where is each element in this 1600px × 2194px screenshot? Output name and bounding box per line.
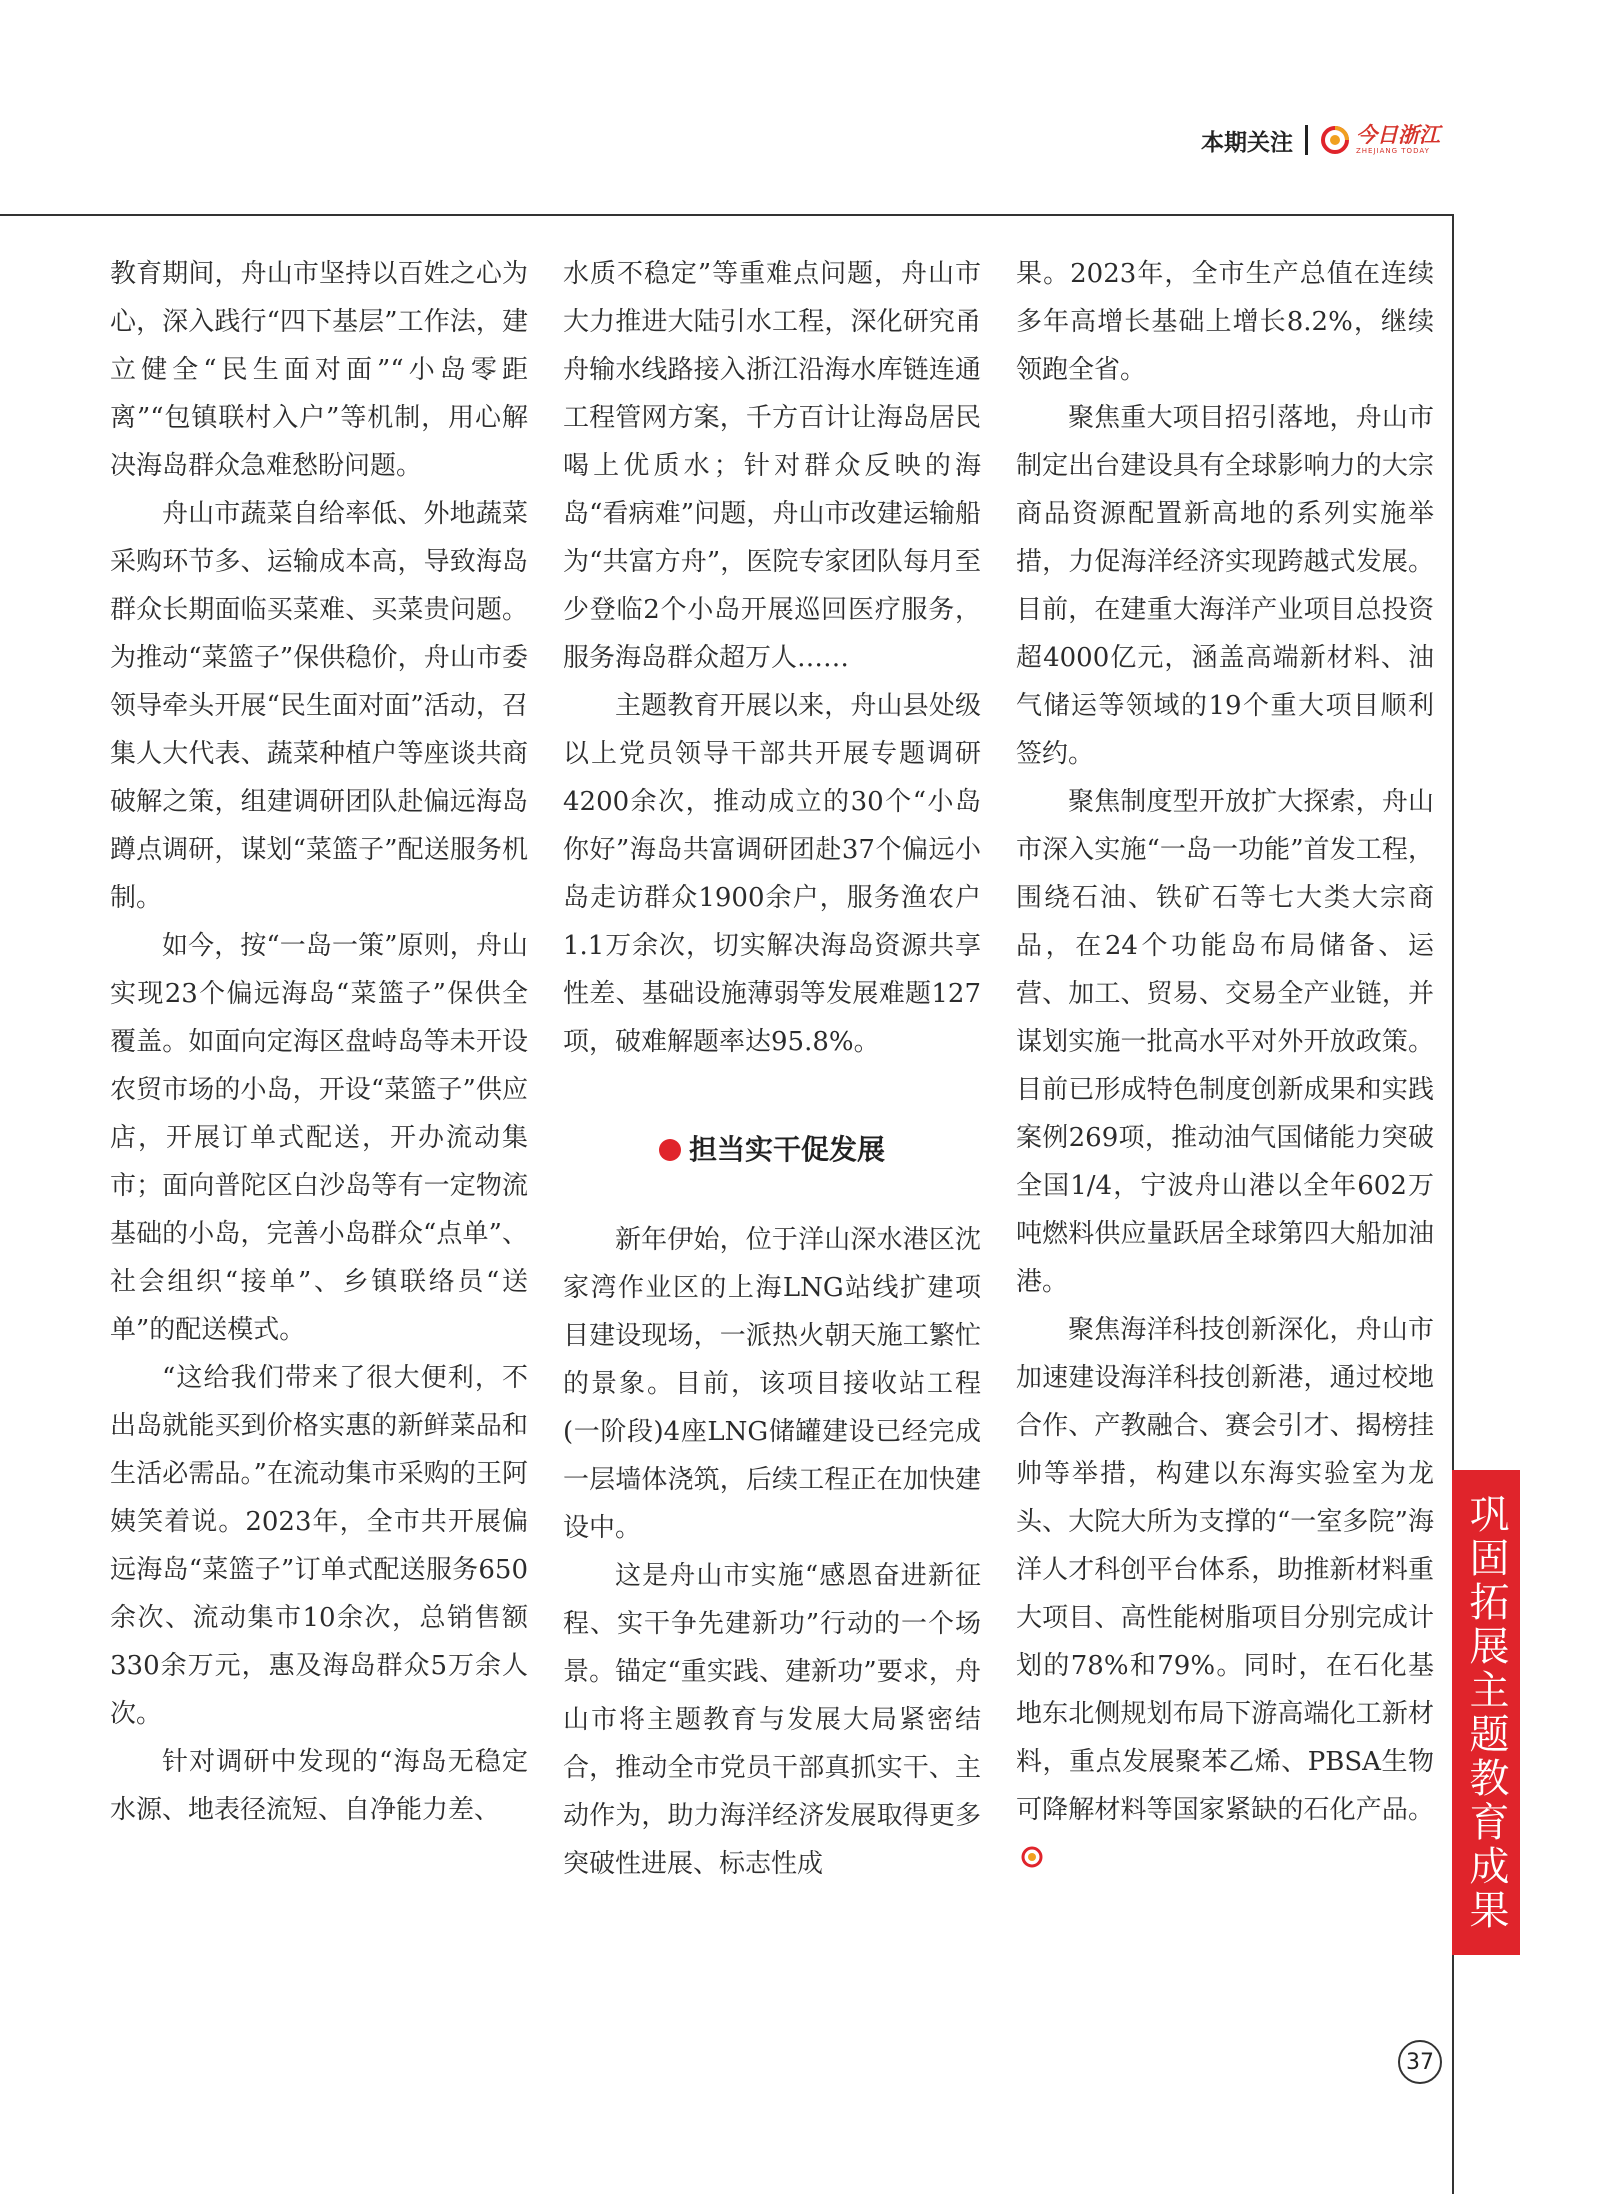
side-tab-text: 巩固拓展主题教育成果 [1463,1492,1509,1933]
logo-name-en: ZHEJIANG TODAY [1356,147,1430,155]
paragraph: 新年伊始，位于洋山深水港区沈家湾作业区的上海LNG站线扩建项目建设现场，一派热火朝天施工繁忙的景象。目前，该项目接收站工程(一阶段)4座LNG储罐建设已经完成一层墙体浇筑，后续工程正在加快建设中。 [563,1225,981,1543]
page-header [1201,118,1440,162]
page-number: 37 [1398,2040,1442,2084]
article-column-1 [110,250,528,1834]
top-rule [0,214,1452,216]
paragraph: 聚焦制度型开放扩大探索，舟山市深入实施“一岛一功能”首发工程，围绕石油、铁矿石等七大类大宗商品，在24个功能岛布局储备、运营、加工、贸易、交易全产业链，并谋划实施一批高水平对外开放政策。目前已形成特色制度创新成果和实践案例269项，推动油气国储能力突破全国1/4，宁波舟山港以全年602万吨燃料供应量跃居全球第四大船加油港。 [1016,787,1434,1297]
paragraph: “这给我们带来了很大便利，不出岛就能买到价格实惠的新鲜菜品和生活必需品。”在流动集市采购的王阿姨笑着说。2023年，全市共开展偏远海岛“菜篮子”订单式配送服务650余次、流动集市10余次，总销售额330余万元，惠及海岛群众5万余人次。 [110,1363,528,1729]
paragraph: 果。2023年，全市生产总值在连续多年高增长基础上增长8.2%，继续领跑全省。 [1016,259,1434,385]
paragraph: 针对调研中发现的“海岛无稳定水源、地表径流短、自净能力差、 [110,1747,528,1825]
red-dot-icon [659,1139,681,1161]
paragraph: 如今，按“一岛一策”原则，舟山实现23个偏远海岛“菜篮子”保供全覆盖。如面向定海区盘峙岛等未开设农贸市场的小岛，开设“菜篮子”供应店，开展订单式配送，开办流动集市；面向普陀区白沙岛等有一定物流基础的小岛，完善小岛群众“点单”、社会组织“接单”、乡镇联络员“送单”的配送模式。 [110,931,528,1345]
paragraph: 教育期间，舟山市坚持以百姓之心为心，深入践行“四下基层”工作法，建立健全“民生面对面”“小岛零距离”“包镇联村入户”等机制，用心解决海岛群众急难愁盼问题。 [110,259,528,481]
header-divider [1305,125,1308,155]
paragraph: 水质不稳定”等重难点问题，舟山市大力推进大陆引水工程，深化研究甬舟输水线路接入浙江沿海水库链连通工程管网方案，千方百计让海岛居民喝上优质水；针对群众反映的海岛“看病难”问题，舟山市改建运输船为“共富方舟”，医院专家团队每月至少登临2个小岛开展巡回医疗服务，服务海岛群众超万人…… [563,259,981,673]
paragraph-last [1016,1306,1434,1882]
subheading-text: 担当实干促发展 [688,1133,885,1166]
paragraph-text: 聚焦海洋科技创新深化，舟山市加速建设海洋科技创新港，通过校地合作、产教融合、赛会引才、揭榜挂帅等举措，构建以东海实验室为龙头、大院大所为支撑的“一室多院”海洋人才科创平台体系，助推新材料重大项目、高性能树脂项目分别完成计划的78%和79%。同时，在石化基地东北侧规划布局下游高端化工新材料，重点发展聚苯乙烯、PBSA生物可降解材料等国家紧缺的石化产品。 [1016,1315,1434,1825]
paragraph: 这是舟山市实施“感恩奋进新征程、实干争先建新功”行动的一个场景。锚定“重实践、建新功”要求，舟山市将主题教育与发展大局紧密结合，推动全市党员干部真抓实干、主动作为，助力海洋经济发展取得更多突破性进展、标志性成 [563,1561,981,1879]
logo-name-cn: 今日浙江 [1356,123,1440,147]
magazine-logo-icon [1320,125,1350,155]
paragraph: 舟山市蔬菜自给率低、外地蔬菜采购环节多、运输成本高，导致海岛群众长期面临买菜难、买菜贵问题。为推动“菜篮子”保供稳价，舟山市委领导牵头开展“民生面对面”活动，召集人大代表、蔬菜种植户等座谈共商破解之策，组建调研团队赴偏远海岛蹲点调研，谋划“菜篮子”配送服务机制。 [110,499,528,913]
section-subheading [563,1126,981,1174]
side-tab [1452,1470,1520,1955]
paragraph: 聚焦重大项目招引落地，舟山市制定出台建设具有全球影响力的大宗商品资源配置新高地的系列实施举措，力促海洋经济实现跨越式发展。目前，在建重大海洋产业项目总投资超4000亿元，涵盖高端新材料、油气储运等领域的19个重大项目顺利签约。 [1016,403,1434,769]
end-mark-icon [1020,1845,1044,1869]
paragraph: 主题教育开展以来，舟山县处级以上党员领导干部共开展专题调研4200余次，推动成立的30个“小岛你好”海岛共富调研团赴37个偏远小岛走访群众1900余户，服务渔农户1.1万余次，切实解决海岛资源共享性差、基础设施薄弱等发展难题127项，破难解题率达95.8%。 [563,691,981,1057]
magazine-logo [1320,125,1440,155]
section-label: 本期关注 [1201,129,1293,156]
article-column-3 [1016,250,1434,1882]
article-column-2 [563,250,981,1888]
